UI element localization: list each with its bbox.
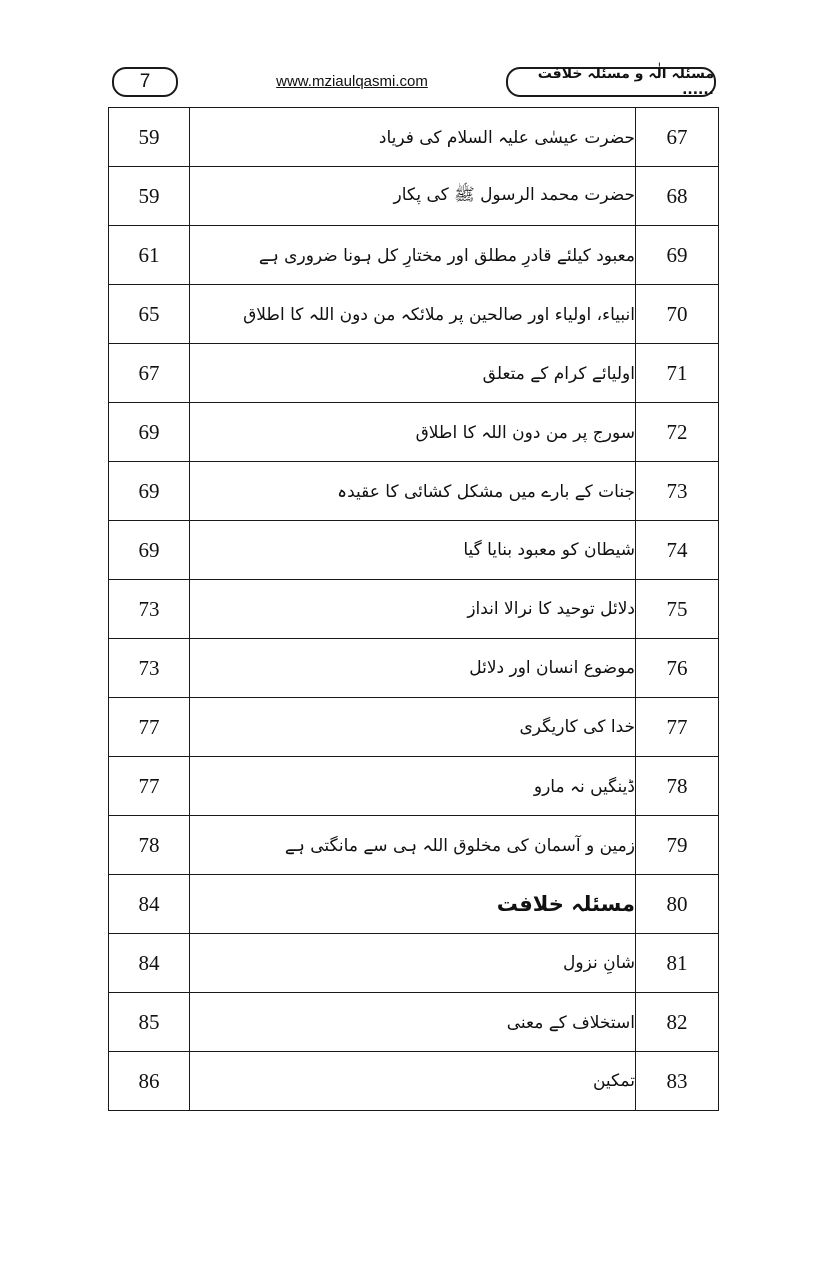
toc-entry-title: زمین و آسمان کی مخلوق اللہ ہی سے مانگتی ہے xyxy=(190,816,636,875)
toc-page-number: 67 xyxy=(109,344,190,403)
toc-page-number: 59 xyxy=(109,108,190,167)
page-number-badge xyxy=(112,67,178,97)
toc-row xyxy=(109,698,719,757)
toc-entry-title: جنات کے بارے میں مشکل کشائی کا عقیدہ xyxy=(190,462,636,521)
toc-entry-title: انبیاء، اولیاء اور صالحین پر ملائکہ من دون اللہ کا اطلاق xyxy=(190,285,636,344)
toc-row xyxy=(109,580,719,639)
toc-row xyxy=(109,285,719,344)
toc-row xyxy=(109,875,719,934)
toc-row xyxy=(109,639,719,698)
toc-row xyxy=(109,757,719,816)
website-link[interactable]: www.mziaulqasmi.com xyxy=(276,73,428,90)
toc-page-number: 78 xyxy=(109,816,190,875)
toc-page-number: 73 xyxy=(109,580,190,639)
toc-entry-title: خدا کی کاریگری xyxy=(190,698,636,757)
toc-entry-number: 81 xyxy=(636,934,719,993)
toc-entry-number: 77 xyxy=(636,698,719,757)
toc-entry-number: 78 xyxy=(636,757,719,816)
book-title: مسئلہ الٰہ و مسئلہ خلافت ...... xyxy=(537,66,714,98)
toc-page-number: 86 xyxy=(109,1052,190,1111)
toc-entry-title: حضرت محمد الرسول ﷺ کی پکار xyxy=(190,167,636,226)
toc-entry-title: شانِ نزول xyxy=(190,934,636,993)
toc-entry-number: 82 xyxy=(636,993,719,1052)
page-number: 7 xyxy=(139,71,151,92)
toc-page-number: 69 xyxy=(109,462,190,521)
toc-entry-title: حضرت عیسٰی علیہ السلام کی فریاد xyxy=(190,108,636,167)
toc-entry-title: تمکین xyxy=(190,1052,636,1111)
toc-page-number: 85 xyxy=(109,993,190,1052)
toc-row xyxy=(109,993,719,1052)
toc-entry-number: 75 xyxy=(636,580,719,639)
toc-row xyxy=(109,167,719,226)
toc-entry-title: سورج پر من دون اللہ کا اطلاق xyxy=(190,403,636,462)
toc-row xyxy=(109,226,719,285)
toc-entry-number: 80 xyxy=(636,875,719,934)
toc-entry-title: ڈینگیں نہ مارو xyxy=(190,757,636,816)
toc-entry-number: 73 xyxy=(636,462,719,521)
toc-entry-title: موضوع انسان اور دلائل xyxy=(190,639,636,698)
toc-page-number: 84 xyxy=(109,875,190,934)
toc-entry-number: 76 xyxy=(636,639,719,698)
toc-row xyxy=(109,344,719,403)
toc-entry-title: معبود کیلئے قادرِ مطلق اور مختارِ کل ہونا ضروری ہے xyxy=(190,226,636,285)
toc-entry-number: 71 xyxy=(636,344,719,403)
toc-entry-title: اولیائے کرام کے متعلق xyxy=(190,344,636,403)
toc-entry-number: 83 xyxy=(636,1052,719,1111)
toc-row xyxy=(109,521,719,580)
toc-entry-title: دلائل توحید کا نرالا انداز xyxy=(190,580,636,639)
toc-entry-title: شیطان کو معبود بنایا گیا xyxy=(190,521,636,580)
toc-entry-number: 70 xyxy=(636,285,719,344)
toc-entry-number: 69 xyxy=(636,226,719,285)
toc-entry-number: 67 xyxy=(636,108,719,167)
table-of-contents xyxy=(108,107,719,1111)
toc-page-number: 77 xyxy=(109,698,190,757)
toc-entry-number: 68 xyxy=(636,167,719,226)
toc-row xyxy=(109,108,719,167)
toc-page-number: 59 xyxy=(109,167,190,226)
toc-entry-number: 74 xyxy=(636,521,719,580)
toc-page-number: 69 xyxy=(109,403,190,462)
toc-row xyxy=(109,1052,719,1111)
book-title-badge xyxy=(506,67,716,97)
toc-page-number: 84 xyxy=(109,934,190,993)
toc-page-number: 65 xyxy=(109,285,190,344)
toc-page-number: 77 xyxy=(109,757,190,816)
toc-row xyxy=(109,816,719,875)
toc-page-number: 61 xyxy=(109,226,190,285)
toc-entry-number: 79 xyxy=(636,816,719,875)
toc-page-number: 73 xyxy=(109,639,190,698)
toc-row xyxy=(109,934,719,993)
toc-entry-number: 72 xyxy=(636,403,719,462)
toc-row xyxy=(109,462,719,521)
toc-row xyxy=(109,403,719,462)
toc-page-number: 69 xyxy=(109,521,190,580)
toc-section-heading: مسئلہ خلافت xyxy=(190,875,636,934)
toc-entry-title: استخلاف کے معنی xyxy=(190,993,636,1052)
